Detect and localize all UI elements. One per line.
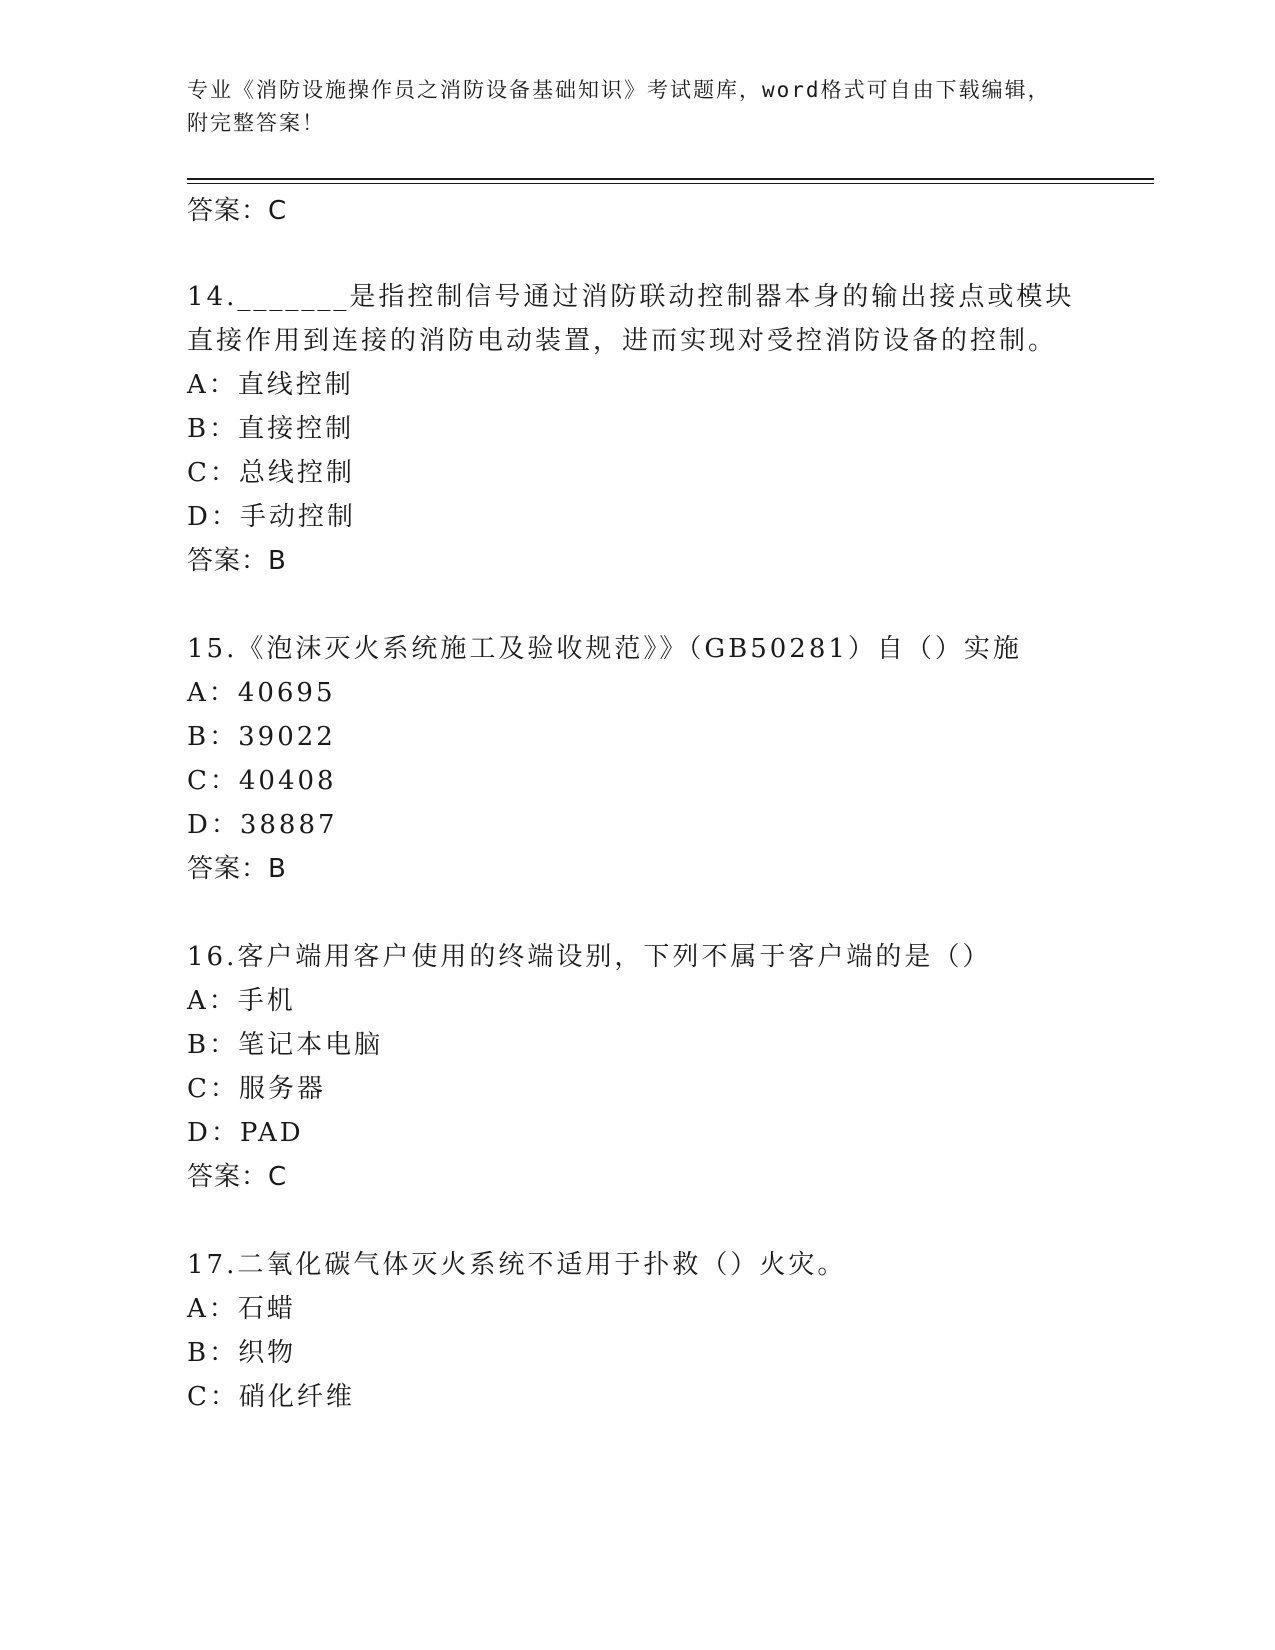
- header-divider-thin: [187, 183, 1154, 184]
- question-14-option-d: D：手动控制: [187, 502, 356, 532]
- question-16-option-b: B：笔记本电脑: [187, 1030, 384, 1060]
- question-15-option-d: D：38887: [187, 810, 338, 840]
- question-17-option-a: A：石蜡: [187, 1294, 296, 1324]
- question-16-option-c: C：服务器: [187, 1074, 326, 1104]
- answer-q13: 答案：C: [187, 196, 288, 226]
- question-15-option-a: A：40695: [187, 678, 336, 708]
- question-16-answer: 答案：C: [187, 1162, 288, 1192]
- question-16-stem: 16.客户端用客户使用的终端设别，下列不属于客户端的是（）: [187, 942, 992, 972]
- question-14-stem-line2: 直接作用到连接的消防电动装置，进而实现对受控消防设备的控制。: [187, 326, 1058, 356]
- question-17-option-b: B：织物: [187, 1338, 297, 1368]
- header-divider: [187, 178, 1154, 180]
- question-14-option-a: A：直线控制: [187, 370, 354, 400]
- question-15-option-b: B：39022: [187, 722, 336, 752]
- question-15-option-c: C：40408: [187, 766, 337, 796]
- question-16-option-d: D：PAD: [187, 1118, 304, 1148]
- question-14-answer: 答案：B: [187, 546, 287, 576]
- question-17-stem: 17.二氧化碳气体灭火系统不适用于扑救（）火灾。: [187, 1250, 847, 1280]
- question-15-stem: 15.《泡沫灭火系统施工及验收规范》》（GB50281）自（）实施: [187, 634, 1022, 664]
- question-15-answer: 答案：B: [187, 854, 287, 884]
- question-16-option-a: A：手机: [187, 986, 296, 1016]
- question-14-option-c: C：总线控制: [187, 458, 355, 488]
- question-17-option-c: C：硝化纤维: [187, 1382, 355, 1412]
- question-14-option-b: B：直接控制: [187, 414, 355, 444]
- document-header: 专业《消防设施操作员之消防设备基础知识》考试题库，word格式可自由下载编辑，附完整答案！: [187, 78, 1051, 135]
- question-14-stem-line1: 14._______是指控制信号通过消防联动控制器本身的输出接点或模块: [187, 282, 1075, 312]
